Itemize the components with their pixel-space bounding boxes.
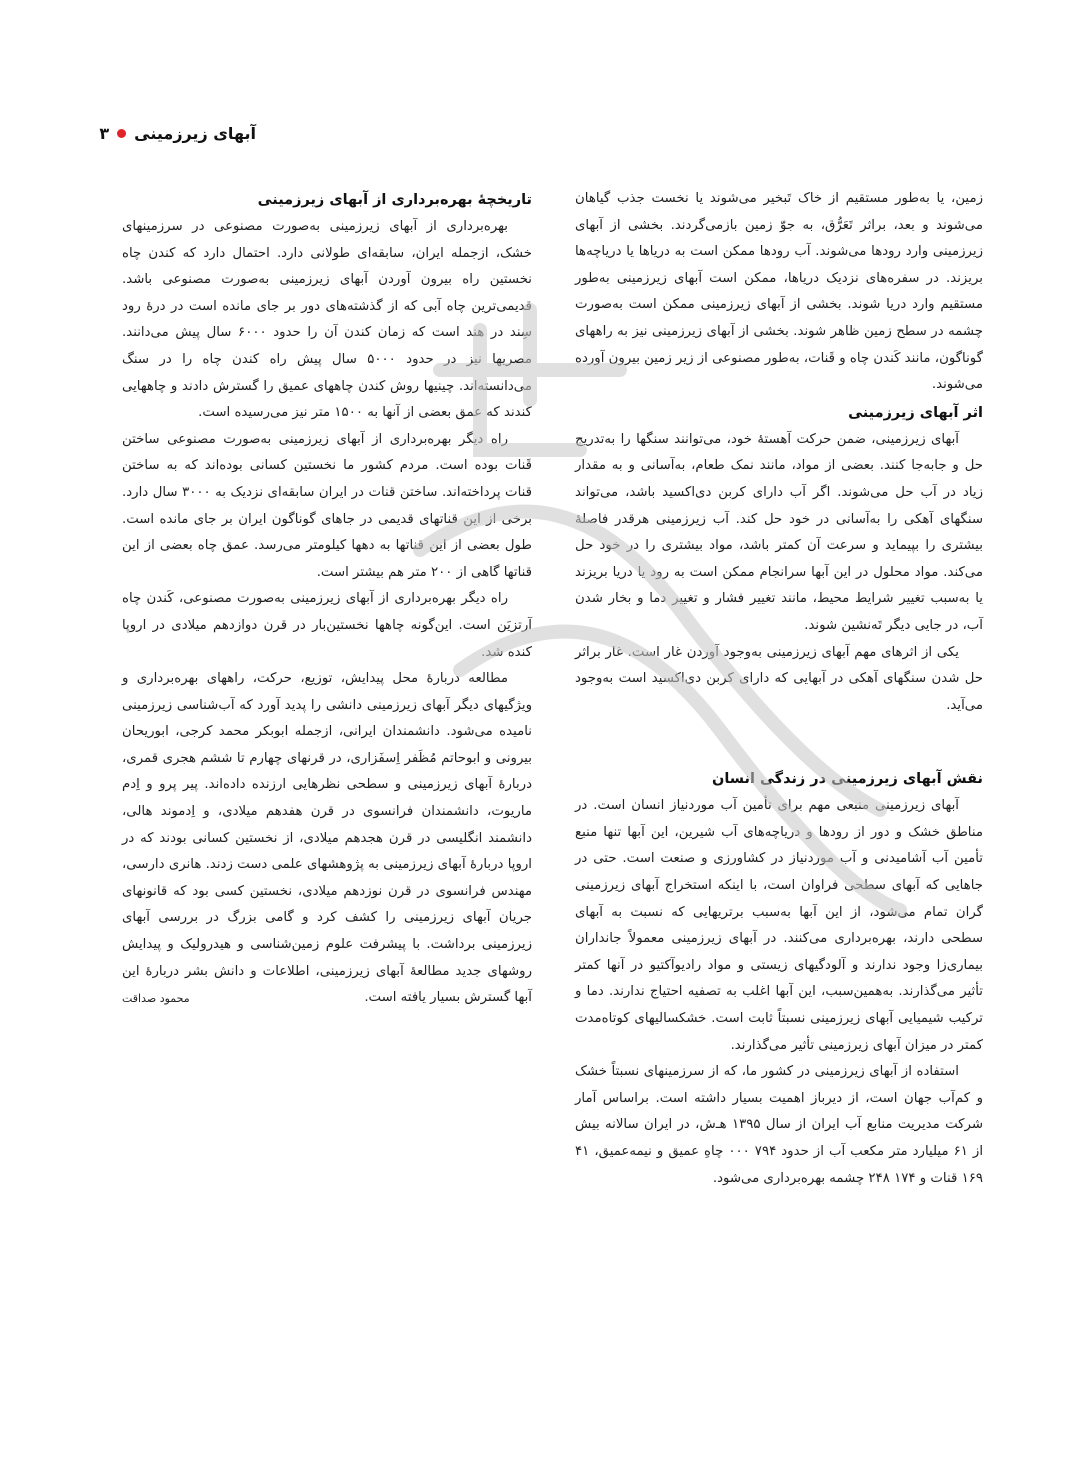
section-heading-role: نقش آبهای زیرزمینی در زندگی انسان	[711, 771, 983, 788]
section-spacer	[575, 719, 983, 765]
paragraph: استفاده از آبهای زیرزمینی در کشور ما، که از سرزمینهای نسبتاً خشک و کم‌آب جهان است، از دیرباز اهمیت بسیار داشته است. براساس آمار شرکت مدیریت منابع آب ایران از سال ۱۳۹۵ هـ‌ش، در ایران سالانه بیش از ۶۱ میلیارد متر مکعب آب از حدود ۷۹۴ ۰۰۰ چاهِ عمیق و نیمه‌عمیق، ۴۱ ۱۶۹ قنات و ۱۷۴ ۲۴۸ چشمه بهره‌برداری می‌شود.	[575, 1064, 984, 1186]
paragraph: بهره‌برداری از آبهای زیرزمینی به‌صورت مصنوعی در سرزمینهای خشک، ازجمله ایران، سابقه‌ای طولانی دارد. احتمال دارد که کندن چاه نخستین راه بیرون آوردن آبهای زیرزمینی به‌صورت مصنوعی باشد. قدیمی‌ترین چاه آبی که از گذشته‌های دور بر جای مانده است در درهٔ رود سِند در هند است که زمان کندن آن را حدود ۶۰۰۰ سال پیش می‌دانند. مصریها نیز در حدود ۵۰۰۰ سال پیش راه کندن چاه را در سنگ می‌دانسته‌اند. چینیها روش کندن چاههای عمیق را گسترش دادند و چاههایی کندند که عمق بعضی از آنها به ۱۵۰۰ متر نیز می‌رسیده است.	[122, 219, 532, 421]
right-column	[575, 186, 983, 1192]
paragraph: مطالعه دربارهٔ محل پیدایش، توزیع، حرکت، راههای بهره‌برداری و ویژگیهای دیگر آبهای زیرزمینی دانشی را پدید آورد که آب‌شناسی زیرزمینی نامیده می‌شود. دانشمندان ایرانی، ازجمله ابوبکر محمد کرجی، ابوریحان بیرونی و ابوحاتم مُظَفر اِسفَزاری، در قرنهای چهارم تا ششم هجری قمری، دربارهٔ آبهای زیرزمینی و سطحی نظرهایی ارزنده داده‌اند. پیر پرو و اِدم ماریوت، دانشمندان فرانسوی در قرن هفدهم میلادی، و اِدموند هالی، دانشمند انگلیسی در قرن هجدهم میلادی، از نخستین کسانی بودند که در اروپا دربارهٔ آبهای زیرزمینی به پژوهشهای علمی دست زدند. هانری دارسی، مهندس فرانسوی در قرن نوزدهم میلادی، نخستین کسی بود که قانونهای جریان آبهای زیرزمینی را کشف کرد و گامی بزرگ در بررسی آبهای زیرزمینی برداشت. با پیشرفت علوم زمین‌شناسی و هیدرولیک و پیدایش روشهای جدید مطالعهٔ آبهای زیرزمینی، اطلاعات و دانش بشر دربارهٔ این آبها گسترش بسیار یافته است.	[122, 671, 532, 1006]
page-number: ۳	[99, 124, 110, 143]
paragraph: زمین، یا به‌طور مستقیم از خاک تَبخیر می‌شوند یا نخست جذب گیاهان می‌شوند و بعد، براثر تَعَرُّق، به جوّ زمین بازمی‌گردند. بخشی از آبهای زیرزمینی وارد رودها می‌شوند. آب رودها ممکن است به دریاها یا دریاچه‌ها بریزند. در سفره‌های نزدیک دریاها، ممکن است آبهای زیرزمینی به‌طور مستقیم وارد دریا شوند. بخشی از آبهای زیرزمینی ممکن است به‌صورت چشمه در سطح زمین ظاهر شوند. بخشی از آبهای زیرزمینی نیز به راههای گوناگون، مانند کَندن چاه و قَنات، به‌طور مصنوعی از زیر زمین بیرون آورده می‌شوند.	[575, 191, 983, 393]
red-bullet-icon	[117, 129, 126, 138]
left-column	[122, 186, 532, 1010]
paragraph: یکی از اثرهای مهم آبهای زیرزمینی به‌وجود آوردن غار است. غار براثر حل شدن سنگهای آهکی در آبهایی که دارای کربن دی‌اکسید است به‌وجود می‌آید.	[575, 644, 983, 713]
section-heading-effect: اثر آبهای زیرزمینی	[848, 404, 983, 421]
paragraph: آبهای زیرزمینی منبعی مهم برای تأمین آب موردنیاز انسان است. در مناطق خشک و دور از رودها و دریاچه‌های آب شیرین، این آبها تنها منبع تأمین آب آشامیدنی و آب موردنیاز در کشاورزی و صنعت است. حتی در جاهایی که آبهای سطحی فراوان است، با اینکه استخراج آبهای زیرزمینی گران تمام می‌شود، از این آبها به‌سبب برتریهایی که نسبت به آبهای سطحی دارند، بهره‌برداری می‌کنند. در آبهای زیرزمینی معمولاً جانداران بیماری‌زا وجود ندارند و آلودگیهای زیستی و مواد رادیوآکتیو در آنها کمتر تأثیر می‌گذارند. به‌همین‌سبب، این آبها اغلب به تصفیه احتیاج ندارند. دما و ترکیب شیمیایی آبهای زیرزمینی نسبتاً ثابت است. خشکسالیهای کوتاه‌مدت کمتر در میزان آبهای زیرزمینی تأثیر می‌گذارند.	[575, 798, 983, 1053]
paragraph: راه دیگر بهره‌برداری از آبهای زیرزمینی به‌صورت مصنوعی، کَندن چاه آرتزیَن است. این‌گونه چاهها نخستین‌بار در قرن دوازدهم میلادی در اروپا کنده شد.	[122, 591, 532, 660]
paragraph: راه دیگر بهره‌برداری از آبهای زیرزمینی به‌صورت مصنوعی ساختن قَنات بوده است. مردم کشور ما نخستین کسانی بوده‌اند که به ساختن قنات پرداخته‌اند. ساختن قنات در ایران سابقه‌ای نزدیک به ۳۰۰۰ سال دارد. برخی از این قناتهای قدیمی در جاهای گوناگون ایران بر جای مانده است. طول بعضی از این قناتها به دهها کیلومتر می‌رسد. عمق چاه بعضی از این قناتها گاهی از ۲۰۰ متر هم بیشتر است.	[122, 431, 532, 580]
running-head	[99, 124, 256, 143]
section-heading-history: تاریخچهٔ بهره‌برداری از آبهای زیرزمینی	[257, 192, 532, 208]
chapter-title: آبهای زیرزمینی	[134, 124, 256, 143]
author-signature: محمود صداقت	[122, 991, 190, 1005]
paragraph: آبهای زیرزمینی، ضمن حرکت آهستهٔ خود، می‌توانند سنگها را به‌تدریج حل و جابه‌جا کنند. بعضی از مواد، مانند نمک طعام، به‌آسانی و به مقدار زیاد در آب حل می‌شوند. اگر آب دارای کربن دی‌اکسید باشد، می‌تواند سنگهای آهکی را به‌آسانی در خود حل کند. آب زیرزمینی هرقدر فاصلهٔ بیشتری را بپیماید و سرعت آن کمتر باشد، مواد بیشتری را در خود حل می‌کند. مواد محلول در این آبها سرانجام ممکن است به رود یا دریا بریزند یا به‌سبب تغییر شرایط محیط، مانند تغییر فشار و تغییر دما و بخار شدن آب، در جایی دیگر تَه‌نشین شوند.	[575, 431, 983, 633]
